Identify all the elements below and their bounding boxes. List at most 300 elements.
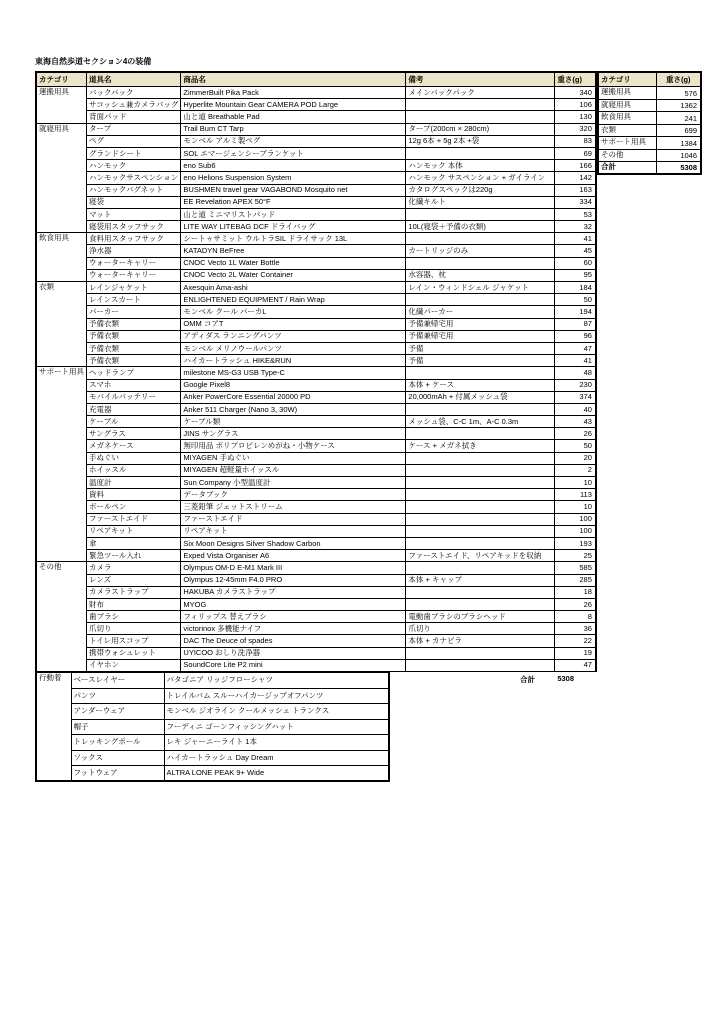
table-row — [36, 735, 389, 751]
weight-cell: 32 — [555, 221, 596, 233]
gear-name-cell: 寝袋用スタッフサック — [87, 221, 181, 233]
table-row — [36, 391, 596, 403]
gear-name-cell: ヘッドランプ — [87, 367, 181, 379]
product-cell: MIYAGEN 超軽量ホイッスル — [181, 464, 406, 476]
table-row — [36, 294, 596, 306]
column-header: 重さ(g) — [656, 72, 701, 87]
product-cell: DAC The Deuce of spades — [181, 635, 406, 647]
weight-cell: 285 — [555, 574, 596, 586]
weight-cell: 53 — [555, 208, 596, 220]
weight-cell: 585 — [555, 562, 596, 574]
summary-weight-cell: 699 — [656, 124, 701, 137]
table-row — [36, 135, 596, 147]
note-cell: 化繊キルト — [406, 196, 555, 208]
product-cell: アディダス ランニングパンツ — [181, 330, 406, 342]
note-cell — [406, 147, 555, 159]
product-cell: CNOC Vecto 2L Water Container — [181, 269, 406, 281]
product-cell: モンベル クール パーカL — [181, 306, 406, 318]
summary-weight-cell: 241 — [656, 112, 701, 125]
note-cell: 水容器、枕 — [406, 269, 555, 281]
column-header: 重さ(g) — [555, 72, 596, 87]
note-cell: 20,000mAh + 付属メッシュ袋 — [406, 391, 555, 403]
note-cell: 爪切り — [406, 623, 555, 635]
note-cell — [406, 501, 555, 513]
summary-category-cell: 飲食用具 — [598, 112, 656, 125]
weight-cell: 163 — [555, 184, 596, 196]
summary-row — [598, 137, 701, 150]
note-cell: メインバックパック — [406, 87, 555, 99]
table-row — [36, 673, 389, 689]
table-row — [36, 208, 596, 220]
product-cell: SOL エマージェンシーブランケット — [181, 147, 406, 159]
table-row — [36, 367, 596, 379]
product-cell: eno Sub6 — [181, 160, 406, 172]
summary-category-cell: 運搬用具 — [598, 87, 656, 100]
note-cell — [406, 537, 555, 549]
weight-cell: 36 — [555, 623, 596, 635]
grand-total-value: 5308 — [557, 674, 574, 683]
gear-name-cell: レンズ — [87, 574, 181, 586]
product-cell: Exped Vista Organiser A6 — [181, 550, 406, 562]
gear-name-cell: 財布 — [87, 598, 181, 610]
gear-name-cell: 食料用スタッフサック — [87, 233, 181, 245]
note-cell — [406, 428, 555, 440]
note-cell: 本体 + カナビラ — [406, 635, 555, 647]
gear-name-cell: 予備衣類 — [87, 330, 181, 342]
product-cell: 山と道 Breathable Pad — [181, 111, 406, 123]
table-row — [36, 766, 389, 782]
table-row — [36, 221, 596, 233]
product-cell: ALTRA LONE PEAK 9+ Wide — [164, 766, 389, 782]
table-row — [36, 172, 596, 184]
weight-cell: 334 — [555, 196, 596, 208]
weight-cell: 41 — [555, 355, 596, 367]
gear-name-cell: メガネケース — [87, 440, 181, 452]
weight-cell: 96 — [555, 330, 596, 342]
table-row — [36, 196, 596, 208]
table-row — [36, 704, 389, 720]
weight-cell: 22 — [555, 635, 596, 647]
table-row — [36, 111, 596, 123]
product-cell: JINS サングラス — [181, 428, 406, 440]
product-cell: SoundCore Lite P2 mini — [181, 659, 406, 671]
note-cell — [406, 598, 555, 610]
note-cell: ハンモック サスペンション + ガイライン — [406, 172, 555, 184]
note-cell — [406, 525, 555, 537]
gear-name-cell: サコッシュ兼カメラバッグ — [87, 99, 181, 111]
note-cell — [406, 464, 555, 476]
weight-cell: 320 — [555, 123, 596, 135]
table-row — [36, 379, 596, 391]
table-row — [36, 147, 596, 159]
note-cell: 予備 — [406, 342, 555, 354]
gear-name-cell: ボールペン — [87, 501, 181, 513]
summary-weight-cell: 1046 — [656, 149, 701, 162]
product-cell: 無印用品 ポリプロピレンめがね・小物ケース — [181, 440, 406, 452]
gear-name-cell: 手ぬぐい — [87, 452, 181, 464]
summary-category-cell: その他 — [598, 149, 656, 162]
table-row — [36, 87, 596, 99]
product-cell: Anker PowerCore Essential 20000 PD — [181, 391, 406, 403]
product-cell: LITE WAY LITEBAG DCF ドライバッグ — [181, 221, 406, 233]
weight-cell: 184 — [555, 282, 596, 294]
weight-cell: 10 — [555, 501, 596, 513]
weight-cell: 193 — [555, 537, 596, 549]
note-cell: 10L(寝袋＋予備の衣類) — [406, 221, 555, 233]
gear-name-cell: アンダーウェア — [71, 704, 164, 720]
note-cell — [406, 659, 555, 671]
table-row — [36, 123, 596, 135]
product-cell: ファーストエイド — [181, 513, 406, 525]
weight-cell: 130 — [555, 111, 596, 123]
table-row — [36, 647, 596, 659]
summary-total-row — [598, 162, 701, 175]
table-row — [36, 282, 596, 294]
note-cell — [406, 233, 555, 245]
table-row — [36, 245, 596, 257]
product-cell: Google Pixel8 — [181, 379, 406, 391]
header-row — [36, 72, 596, 87]
note-cell — [406, 513, 555, 525]
weight-cell: 106 — [555, 99, 596, 111]
product-cell: Trail Bum CT Tarp — [181, 123, 406, 135]
gear-name-cell: 温度計 — [87, 477, 181, 489]
weight-cell: 95 — [555, 269, 596, 281]
weight-cell: 230 — [555, 379, 596, 391]
product-cell: milestone MS-G3 USB Type-C — [181, 367, 406, 379]
gear-name-cell: 寝袋 — [87, 196, 181, 208]
weight-cell: 69 — [555, 147, 596, 159]
gear-name-cell: ハンモックサスペンション — [87, 172, 181, 184]
product-cell: MYOG — [181, 598, 406, 610]
table-row — [36, 464, 596, 476]
table-row — [36, 416, 596, 428]
summary-weight-cell: 1362 — [656, 99, 701, 112]
column-header: カテゴリ — [36, 72, 87, 87]
note-cell — [406, 586, 555, 598]
gear-name-cell: カメラストラップ — [87, 586, 181, 598]
weight-cell: 26 — [555, 598, 596, 610]
weight-cell: 194 — [555, 306, 596, 318]
grand-total-label: 合計 — [520, 675, 535, 684]
weight-cell: 374 — [555, 391, 596, 403]
product-cell: データブック — [181, 489, 406, 501]
weight-cell: 166 — [555, 160, 596, 172]
table-row — [36, 623, 596, 635]
product-cell: Olympus OM-D E-M1 Mark III — [181, 562, 406, 574]
gear-name-cell: グランドシート — [87, 147, 181, 159]
product-cell: EE Revelation APEX 50°F — [181, 196, 406, 208]
product-cell: CNOC Vecto 1L Water Bottle — [181, 257, 406, 269]
gear-name-cell: スマホ — [87, 379, 181, 391]
product-cell: パタゴニア リッジフローシャツ — [164, 673, 389, 689]
gear-name-cell: 傘 — [87, 537, 181, 549]
summary-row — [598, 87, 701, 100]
note-cell: 化繊パーカー — [406, 306, 555, 318]
gear-name-cell: ウォーターキャリー — [87, 257, 181, 269]
note-cell: レイン・ウィンドシェル ジャケット — [406, 282, 555, 294]
table-row — [36, 257, 596, 269]
gear-name-cell: 爪切り — [87, 623, 181, 635]
product-cell: Olympus 12-45mm F4.0 PRO — [181, 574, 406, 586]
gear-name-cell: リペアキット — [87, 525, 181, 537]
weight-cell: 26 — [555, 428, 596, 440]
note-cell — [406, 294, 555, 306]
category-cell: 飲食用具 — [36, 233, 87, 282]
note-cell — [406, 477, 555, 489]
note-cell — [406, 111, 555, 123]
note-cell — [406, 99, 555, 111]
weight-cell: 45 — [555, 245, 596, 257]
product-cell: UYICOO おしり洗浄器 — [181, 647, 406, 659]
worn-items-table — [35, 672, 390, 782]
gear-name-cell: バックパック — [87, 87, 181, 99]
gear-name-cell: 予備衣類 — [87, 342, 181, 354]
product-cell: 三菱鉛筆 ジェットストリーム — [181, 501, 406, 513]
summary-category-cell: サポート用具 — [598, 137, 656, 150]
weight-cell: 40 — [555, 403, 596, 415]
product-cell: フィリップス 替えブラシ — [181, 611, 406, 623]
category-cell: その他 — [36, 562, 87, 672]
gear-name-cell: トレッキングポール — [71, 735, 164, 751]
weight-cell: 48 — [555, 367, 596, 379]
table-row — [36, 719, 389, 735]
note-cell: 予備 — [406, 355, 555, 367]
table-row — [36, 611, 596, 623]
gear-name-cell: レインジャケット — [87, 282, 181, 294]
note-cell: カートリッジのみ — [406, 245, 555, 257]
gear-name-cell: タープ — [87, 123, 181, 135]
gear-name-cell: トイレ用スコップ — [87, 635, 181, 647]
weight-cell: 142 — [555, 172, 596, 184]
weight-cell: 100 — [555, 513, 596, 525]
column-header: 備考 — [406, 72, 555, 87]
table-row — [36, 440, 596, 452]
summary-region — [597, 71, 702, 175]
weight-cell: 87 — [555, 318, 596, 330]
product-cell: ハイカートラッシュ Day Dream — [164, 750, 389, 766]
gear-name-cell: ファーストエイド — [87, 513, 181, 525]
summary-weight-cell: 1384 — [656, 137, 701, 150]
product-cell: Anker 511 Charger (Nano 3, 30W) — [181, 403, 406, 415]
product-cell: BUSHMEN travel gear VAGABOND Mosquito net — [181, 184, 406, 196]
product-cell: Six Moon Designs Silver Shadow Carbon — [181, 537, 406, 549]
note-cell: ハンモック 本体 — [406, 160, 555, 172]
note-cell: ファーストエイド、リペアキッドを収納 — [406, 550, 555, 562]
weight-cell: 113 — [555, 489, 596, 501]
category-cell: 就寝用具 — [36, 123, 87, 233]
note-cell — [406, 647, 555, 659]
table-row — [36, 659, 596, 671]
table-row — [36, 99, 596, 111]
gear-name-cell: カメラ — [87, 562, 181, 574]
product-cell: 山と道 ミニマリストパッド — [181, 208, 406, 220]
note-cell — [406, 489, 555, 501]
note-cell — [406, 367, 555, 379]
note-cell: メッシュ袋、C-C 1m、A-C 0.3m — [406, 416, 555, 428]
product-cell: リペアキット — [181, 525, 406, 537]
weight-cell: 340 — [555, 87, 596, 99]
product-cell: ハイカートラッシュ HIKE&RUN — [181, 355, 406, 367]
product-cell: モンベル ジオライン クールメッシュ トランクス — [164, 704, 389, 720]
note-cell — [406, 562, 555, 574]
note-cell — [406, 208, 555, 220]
note-cell: 予備兼帰宅用 — [406, 330, 555, 342]
summary-row — [598, 112, 701, 125]
table-row — [36, 452, 596, 464]
table-row — [36, 574, 596, 586]
table-row — [36, 184, 596, 196]
category-cell: 運搬用具 — [36, 87, 87, 124]
product-cell: Sun Company 小型温度計 — [181, 477, 406, 489]
gear-name-cell: 資料 — [87, 489, 181, 501]
product-cell: フーディニ ゴーンフィッシングハット — [164, 719, 389, 735]
table-row — [36, 342, 596, 354]
weight-cell: 20 — [555, 452, 596, 464]
weight-cell: 8 — [555, 611, 596, 623]
column-header: カテゴリ — [598, 72, 656, 87]
gear-name-cell: 予備衣類 — [87, 355, 181, 367]
table-row — [36, 598, 596, 610]
category-cell: 衣類 — [36, 282, 87, 367]
table-row — [36, 537, 596, 549]
table-row — [36, 477, 596, 489]
weight-cell: 100 — [555, 525, 596, 537]
table-row — [36, 160, 596, 172]
note-cell: 12g 6本 + 5g 2本 +袋 — [406, 135, 555, 147]
weight-cell: 83 — [555, 135, 596, 147]
weight-cell: 60 — [555, 257, 596, 269]
gear-name-cell: ベースレイヤー — [71, 673, 164, 689]
gear-name-cell: ケーブル — [87, 416, 181, 428]
note-cell: ケース + メガネ拭き — [406, 440, 555, 452]
note-cell: 本体 + ケース — [406, 379, 555, 391]
product-cell: eno Helions Suspension System — [181, 172, 406, 184]
product-cell: Hyperlite Mountain Gear CAMERA POD Large — [181, 99, 406, 111]
gear-name-cell: 歯ブラシ — [87, 611, 181, 623]
gear-name-cell: ウォーターキャリー — [87, 269, 181, 281]
column-header: 道具名 — [87, 72, 181, 87]
summary-total-label: 合計 — [598, 162, 656, 175]
table-row — [36, 635, 596, 647]
product-cell: HAKUBA カメラストラップ — [181, 586, 406, 598]
summary-row — [598, 124, 701, 137]
gear-name-cell: ソックス — [71, 750, 164, 766]
gear-name-cell: モバイルバッテリー — [87, 391, 181, 403]
table-row — [36, 330, 596, 342]
table-row — [36, 233, 596, 245]
product-cell: MIYAGEN 手ぬぐい — [181, 452, 406, 464]
gear-name-cell: ホイッスル — [87, 464, 181, 476]
summary-total-value: 5308 — [656, 162, 701, 175]
summary-category-cell: 就寝用具 — [598, 99, 656, 112]
product-cell: ZimmerBuilt Pika Pack — [181, 87, 406, 99]
gear-list-region — [35, 71, 597, 782]
table-row — [36, 428, 596, 440]
table-row — [36, 562, 596, 574]
gear-name-cell: ハンモック — [87, 160, 181, 172]
gear-name-cell: パンツ — [71, 688, 164, 704]
product-cell: トレイルバム スルーハイカージップオフパンツ — [164, 688, 389, 704]
gear-name-cell: ペグ — [87, 135, 181, 147]
category-cell: 行動着 — [36, 673, 71, 782]
note-cell: 本体 + キャップ — [406, 574, 555, 586]
gear-name-cell: 携帯ウォシュレット — [87, 647, 181, 659]
gear-name-cell: 帽子 — [71, 719, 164, 735]
weight-cell: 2 — [555, 464, 596, 476]
weight-cell: 10 — [555, 477, 596, 489]
product-cell: OMM コアT — [181, 318, 406, 330]
table-row — [36, 355, 596, 367]
table-row — [36, 306, 596, 318]
table-row — [36, 489, 596, 501]
product-cell: シートゥサミット ウルトラSIL ドライサック 13L — [181, 233, 406, 245]
note-cell: 予備兼帰宅用 — [406, 318, 555, 330]
product-cell: Axesquin Ama-ashi — [181, 282, 406, 294]
header-row — [598, 72, 701, 87]
note-cell: 電動歯ブラシのブラシヘッド — [406, 611, 555, 623]
weight-cell: 25 — [555, 550, 596, 562]
table-row — [36, 269, 596, 281]
gear-name-cell: 充電器 — [87, 403, 181, 415]
table-row — [36, 525, 596, 537]
summary-weight-cell: 576 — [656, 87, 701, 100]
table-row — [36, 403, 596, 415]
note-cell: タープ(200cm × 280cm) — [406, 123, 555, 135]
gear-name-cell: レインスカート — [87, 294, 181, 306]
table-row — [36, 501, 596, 513]
product-cell: レキ ジャーニーライト 1本 — [164, 735, 389, 751]
product-cell: モンベル アルミ製ペグ — [181, 135, 406, 147]
weight-cell: 19 — [555, 647, 596, 659]
note-cell — [406, 403, 555, 415]
gear-name-cell: 浄水器 — [87, 245, 181, 257]
weight-cell: 18 — [555, 586, 596, 598]
product-cell: ケーブル類 — [181, 416, 406, 428]
gear-name-cell: サングラス — [87, 428, 181, 440]
gear-name-cell: 背面パッド — [87, 111, 181, 123]
column-header: 商品名 — [181, 72, 406, 87]
gear-name-cell: イヤホン — [87, 659, 181, 671]
gear-name-cell: 予備衣類 — [87, 318, 181, 330]
weight-cell: 47 — [555, 659, 596, 671]
page-title: 東海自然歩道セクション4の装備 — [35, 57, 152, 66]
table-row — [36, 318, 596, 330]
category-cell: サポート用具 — [36, 367, 87, 562]
summary-row — [598, 99, 701, 112]
weight-cell: 41 — [555, 233, 596, 245]
product-cell: victorinox 多機能ナイフ — [181, 623, 406, 635]
note-cell — [406, 257, 555, 269]
table-row — [36, 550, 596, 562]
table-row — [36, 688, 389, 704]
summary-table — [597, 71, 702, 175]
gear-name-cell: フットウェア — [71, 766, 164, 782]
note-cell — [406, 452, 555, 464]
gear-name-cell: ハンモックバグネット — [87, 184, 181, 196]
weight-cell: 50 — [555, 440, 596, 452]
note-cell: カタログスペックは220g — [406, 184, 555, 196]
gear-name-cell: 緊急ツール入れ — [87, 550, 181, 562]
weight-cell: 43 — [555, 416, 596, 428]
product-cell: モンベル メリノウールパンツ — [181, 342, 406, 354]
gear-name-cell: パーカー — [87, 306, 181, 318]
gear-name-cell: マット — [87, 208, 181, 220]
weight-cell: 47 — [555, 342, 596, 354]
table-row — [36, 513, 596, 525]
summary-row — [598, 149, 701, 162]
weight-cell: 50 — [555, 294, 596, 306]
